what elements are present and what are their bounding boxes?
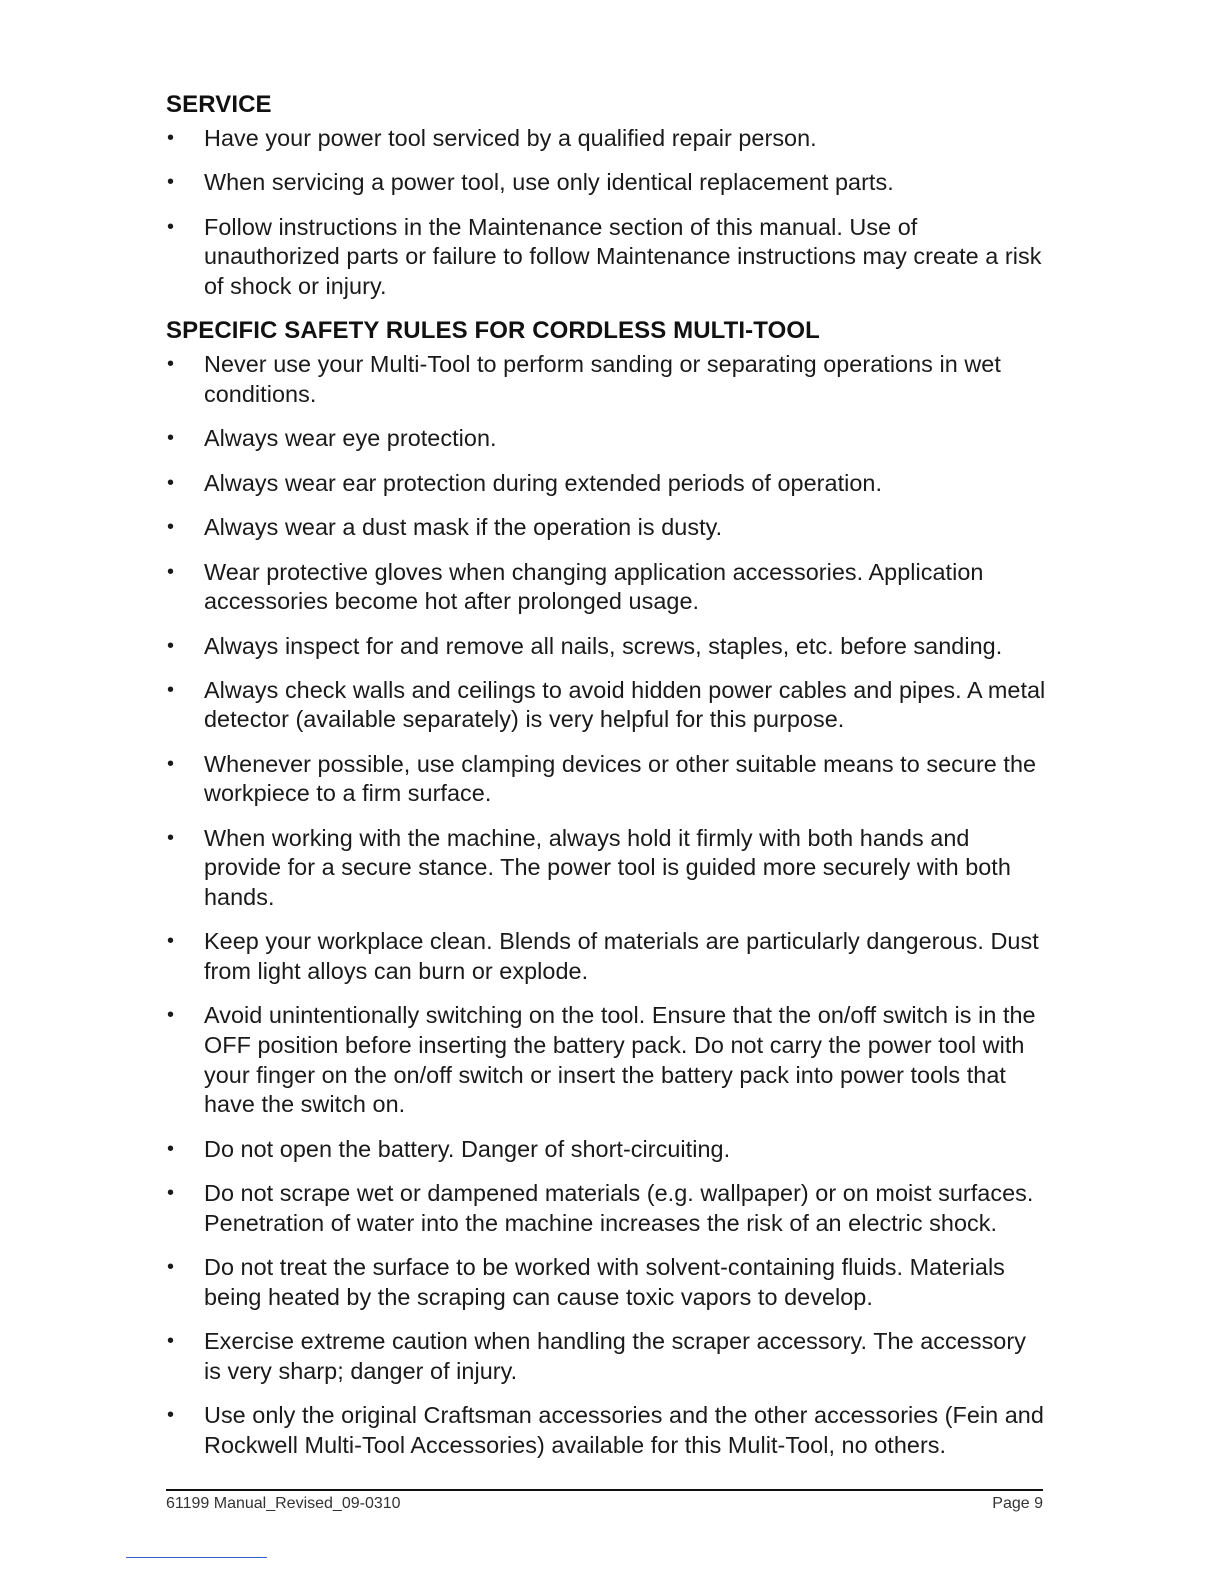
bullet-icon: • bbox=[167, 678, 175, 701]
specific-safety-rules-list-item-text: When working with the machine, always hold it firmly with both hands and provide for a secure stance. The power tool is guided more securely with both hands. bbox=[204, 824, 1011, 911]
footer-divider bbox=[166, 1489, 1043, 1491]
specific-safety-rules-list-item-text: Use only the original Craftsman accessories and the other accessories (Fein and Rockwell Multi-Tool Accessories) available for this Mulit-Tool, no others. bbox=[204, 1401, 1044, 1458]
bullet-icon: • bbox=[167, 1004, 175, 1027]
specific-safety-rules-list-item bbox=[166, 1179, 1046, 1238]
bullet-icon: • bbox=[167, 1255, 175, 1278]
footer-page-number: Page 9 bbox=[992, 1495, 1043, 1512]
specific-safety-rules-list-item bbox=[166, 1135, 1046, 1165]
bullet-icon: • bbox=[167, 1403, 175, 1426]
specific-safety-rules-list-item bbox=[166, 676, 1046, 735]
specific-safety-rules-list-item-text: Always check walls and ceilings to avoid hidden power cables and pipes. A metal detector (available separately) is very helpful for this purpose. bbox=[204, 676, 1046, 733]
bullet-icon: • bbox=[167, 215, 175, 238]
specific-safety-rules-list-item-text: Keep your workplace clean. Blends of materials are particularly dangerous. Dust from light alloys can burn or explode. bbox=[204, 928, 1039, 985]
service-list-item-text: When servicing a power tool, use only identical replacement parts. bbox=[204, 169, 894, 196]
specific-safety-rules-list-item-text: Avoid unintentionally switching on the tool. Ensure that the on/off switch is in the OFF position before inserting the battery pack. Do not carry the power tool with your finger on the on/off switch or insert the battery pack into power tools that have the switch on. bbox=[204, 1002, 1036, 1118]
specific-safety-rules-list-item bbox=[166, 513, 1046, 543]
bullet-icon: • bbox=[167, 930, 175, 953]
specific-safety-rules-list-item-text: Whenever possible, use clamping devices or other suitable means to secure the workpiece to a firm surface. bbox=[204, 750, 1037, 807]
specific-safety-rules-list-item bbox=[166, 469, 1046, 499]
bullet-icon: • bbox=[167, 826, 175, 849]
bullet-icon: • bbox=[167, 1329, 175, 1352]
bullet-icon: • bbox=[167, 427, 175, 450]
specific-safety-rules-heading: SPECIFIC SAFETY RULES FOR CORDLESS MULTI-TOOL bbox=[166, 317, 820, 345]
bullet-icon: • bbox=[167, 171, 175, 194]
page-content bbox=[166, 90, 1046, 1475]
specific-safety-rules-list-item-text: Do not scrape wet or dampened materials (e.g. wallpaper) or on moist surfaces. Penetration of water into the machine increases the risk of an electric shock. bbox=[204, 1179, 1034, 1236]
service-list bbox=[166, 124, 1046, 302]
service-list-item-text: Follow instructions in the Maintenance section of this manual. Use of unauthorized parts or failure to follow Maintenance instructions may create a risk of shock or injury. bbox=[204, 213, 1042, 299]
specific-safety-rules-list-item-text: Do not open the battery. Danger of short-circuiting. bbox=[204, 1135, 731, 1162]
bullet-icon: • bbox=[167, 634, 175, 657]
service-list-item bbox=[166, 168, 1046, 198]
footer-document-id: 61199 Manual_Revised_09-0310 bbox=[166, 1495, 401, 1512]
specific-safety-rules-list-item-text: Always wear ear protection during extended periods of operation. bbox=[204, 469, 883, 496]
specific-safety-rules-list-item bbox=[166, 632, 1046, 662]
specific-safety-rules-list-item bbox=[166, 750, 1046, 809]
specific-safety-rules-list-item bbox=[166, 927, 1046, 986]
specific-safety-rules-list-item-text: Never use your Multi-Tool to perform sanding or separating operations in wet conditions. bbox=[204, 351, 1001, 407]
service-list-item-text: Have your power tool serviced by a qualified repair person. bbox=[204, 125, 817, 151]
specific-safety-rules-list-item-text: Wear protective gloves when changing application accessories. Application accessories become hot after prolonged usage. bbox=[204, 558, 984, 615]
specific-safety-rules-list-item-text: Exercise extreme caution when handling the scraper accessory. The accessory is very sharp; danger of injury. bbox=[204, 1327, 1026, 1384]
bullet-icon: • bbox=[167, 752, 175, 775]
bullet-icon: • bbox=[167, 1137, 175, 1160]
service-list-item bbox=[166, 213, 1046, 302]
specific-safety-rules-list-item bbox=[166, 1253, 1046, 1312]
bullet-icon: • bbox=[167, 560, 175, 583]
specific-safety-rules-list-item bbox=[166, 558, 1046, 617]
specific-safety-rules-list-item-text: Always inspect for and remove all nails, screws, staples, etc. before sanding. bbox=[204, 632, 1003, 659]
bullet-icon: • bbox=[167, 516, 175, 539]
bullet-icon: • bbox=[167, 1181, 175, 1204]
bullet-icon: • bbox=[167, 471, 175, 494]
bottom-link-underline bbox=[126, 1557, 267, 1558]
specific-safety-rules-list-item bbox=[166, 1401, 1046, 1460]
specific-safety-rules-list-item bbox=[166, 1001, 1046, 1119]
specific-safety-rules-list-item bbox=[166, 1327, 1046, 1386]
specific-safety-rules-list bbox=[166, 350, 1046, 1460]
specific-safety-rules-list-item-text: Do not treat the surface to be worked with solvent-containing fluids. Materials being heated by the scraping can cause toxic vapors to develop. bbox=[204, 1253, 1005, 1310]
bullet-icon: • bbox=[167, 127, 175, 149]
bullet-icon: • bbox=[167, 353, 175, 376]
specific-safety-rules-list-item bbox=[166, 350, 1046, 409]
service-list-item bbox=[166, 124, 1046, 154]
specific-safety-rules-list-item bbox=[166, 824, 1046, 913]
specific-safety-rules-list-item bbox=[166, 424, 1046, 454]
service-heading: SERVICE bbox=[166, 91, 272, 118]
specific-safety-rules-list-item-text: Always wear eye protection. bbox=[204, 425, 497, 452]
specific-safety-rules-list-item-text: Always wear a dust mask if the operation is dusty. bbox=[204, 514, 723, 541]
